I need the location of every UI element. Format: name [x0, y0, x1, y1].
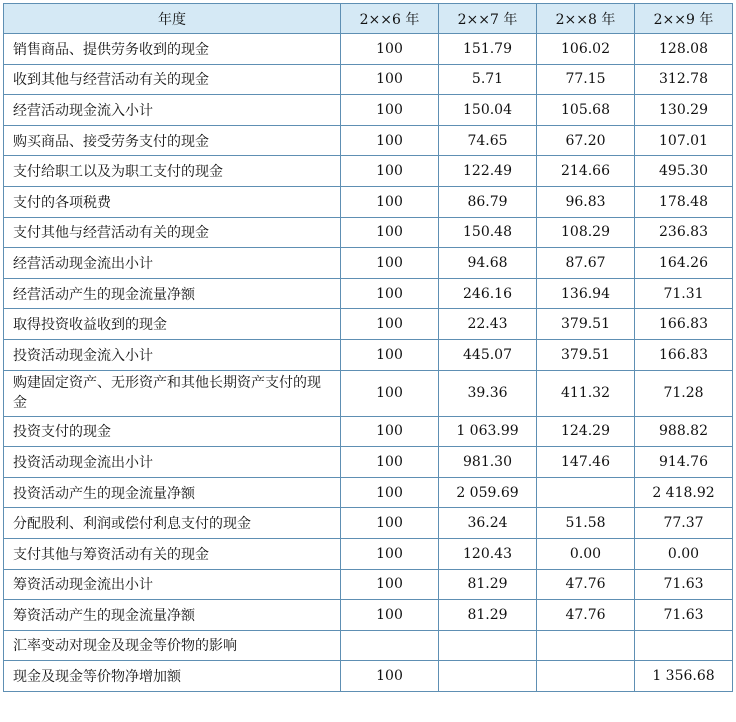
- row-value-cell: 379.51: [537, 309, 635, 340]
- row-value-cell: [537, 477, 635, 508]
- row-value-cell: 445.07: [439, 339, 537, 370]
- row-value-cell: 94.68: [439, 248, 537, 279]
- row-value-cell: [341, 630, 439, 661]
- row-item-label: 汇率变动对现金及现金等价物的影响: [4, 630, 341, 661]
- row-value-cell: 71.28: [635, 370, 733, 416]
- header-year: 2××9 年: [635, 4, 733, 34]
- row-value-cell: 22.43: [439, 309, 537, 340]
- header-item-label: 年度: [4, 4, 341, 34]
- row-item-label: 投资支付的现金: [4, 416, 341, 447]
- row-value-cell: 100: [341, 95, 439, 126]
- header-row: [4, 4, 733, 34]
- row-value-cell: 100: [341, 416, 439, 447]
- table-row: [4, 630, 733, 661]
- row-value-cell: 100: [341, 217, 439, 248]
- row-value-cell: 130.29: [635, 95, 733, 126]
- row-value-cell: 150.04: [439, 95, 537, 126]
- row-value-cell: 100: [341, 538, 439, 569]
- row-item-label: 经营活动产生的现金流量净额: [4, 278, 341, 309]
- row-value-cell: 214.66: [537, 156, 635, 187]
- row-value-cell: 914.76: [635, 447, 733, 478]
- table-row: [4, 125, 733, 156]
- row-value-cell: 411.32: [537, 370, 635, 416]
- row-value-cell: 100: [341, 156, 439, 187]
- cash-flow-index-table: [3, 3, 733, 692]
- table-row: [4, 538, 733, 569]
- row-item-label: 现金及现金等价物净增加额: [4, 661, 341, 692]
- row-value-cell: 166.83: [635, 309, 733, 340]
- row-value-cell: 100: [341, 447, 439, 478]
- table-row: [4, 447, 733, 478]
- row-item-label: 购建固定资产、无形资产和其他长期资产支付的现金: [4, 370, 341, 416]
- row-value-cell: 147.46: [537, 447, 635, 478]
- row-value-cell: 67.20: [537, 125, 635, 156]
- row-value-cell: 1 356.68: [635, 661, 733, 692]
- row-value-cell: [635, 630, 733, 661]
- row-value-cell: 150.48: [439, 217, 537, 248]
- row-value-cell: 151.79: [439, 34, 537, 65]
- row-value-cell: 86.79: [439, 186, 537, 217]
- header-year: 2××6 年: [341, 4, 439, 34]
- row-value-cell: 164.26: [635, 248, 733, 279]
- table-row: [4, 217, 733, 248]
- header-year: 2××7 年: [439, 4, 537, 34]
- row-value-cell: 166.83: [635, 339, 733, 370]
- row-value-cell: 122.49: [439, 156, 537, 187]
- row-value-cell: 81.29: [439, 600, 537, 631]
- row-value-cell: 51.58: [537, 508, 635, 539]
- row-value-cell: 96.83: [537, 186, 635, 217]
- table-row: [4, 416, 733, 447]
- row-value-cell: 124.29: [537, 416, 635, 447]
- row-value-cell: 120.43: [439, 538, 537, 569]
- table-row: [4, 156, 733, 187]
- header-year: 2××8 年: [537, 4, 635, 34]
- row-value-cell: 107.01: [635, 125, 733, 156]
- row-value-cell: 100: [341, 34, 439, 65]
- row-value-cell: 106.02: [537, 34, 635, 65]
- row-item-label: 支付其他与筹资活动有关的现金: [4, 538, 341, 569]
- row-value-cell: 71.63: [635, 569, 733, 600]
- row-item-label: 分配股利、利润或偿付利息支付的现金: [4, 508, 341, 539]
- row-item-label: 投资活动产生的现金流量净额: [4, 477, 341, 508]
- row-value-cell: 312.78: [635, 64, 733, 95]
- row-value-cell: 47.76: [537, 600, 635, 631]
- row-item-label: 筹资活动产生的现金流量净额: [4, 600, 341, 631]
- row-value-cell: 128.08: [635, 34, 733, 65]
- table-body: [4, 34, 733, 692]
- row-value-cell: 100: [341, 370, 439, 416]
- row-value-cell: 100: [341, 508, 439, 539]
- row-value-cell: 74.65: [439, 125, 537, 156]
- row-value-cell: 87.67: [537, 248, 635, 279]
- row-value-cell: 108.29: [537, 217, 635, 248]
- table-row: [4, 34, 733, 65]
- row-value-cell: 1 063.99: [439, 416, 537, 447]
- row-value-cell: 0.00: [537, 538, 635, 569]
- row-value-cell: 2 059.69: [439, 477, 537, 508]
- row-value-cell: 981.30: [439, 447, 537, 478]
- row-value-cell: 100: [341, 186, 439, 217]
- table-row: [4, 661, 733, 692]
- table-row: [4, 508, 733, 539]
- row-value-cell: 100: [341, 661, 439, 692]
- table-row: [4, 600, 733, 631]
- row-item-label: 取得投资收益收到的现金: [4, 309, 341, 340]
- row-item-label: 经营活动现金流入小计: [4, 95, 341, 126]
- row-value-cell: 105.68: [537, 95, 635, 126]
- row-value-cell: 100: [341, 309, 439, 340]
- table-row: [4, 186, 733, 217]
- row-value-cell: 36.24: [439, 508, 537, 539]
- row-value-cell: 100: [341, 278, 439, 309]
- row-value-cell: 77.15: [537, 64, 635, 95]
- row-item-label: 投资活动现金流出小计: [4, 447, 341, 478]
- row-value-cell: 39.36: [439, 370, 537, 416]
- row-value-cell: 100: [341, 569, 439, 600]
- row-value-cell: [439, 661, 537, 692]
- row-value-cell: 100: [341, 600, 439, 631]
- row-value-cell: 246.16: [439, 278, 537, 309]
- row-item-label: 支付的各项税费: [4, 186, 341, 217]
- row-value-cell: 100: [341, 248, 439, 279]
- row-item-label: 支付其他与经营活动有关的现金: [4, 217, 341, 248]
- row-value-cell: 178.48: [635, 186, 733, 217]
- table-row: [4, 95, 733, 126]
- row-value-cell: [439, 630, 537, 661]
- row-value-cell: 988.82: [635, 416, 733, 447]
- row-value-cell: 0.00: [635, 538, 733, 569]
- row-value-cell: 71.63: [635, 600, 733, 631]
- row-value-cell: 5.71: [439, 64, 537, 95]
- table-row: [4, 477, 733, 508]
- row-value-cell: 47.76: [537, 569, 635, 600]
- row-value-cell: 100: [341, 125, 439, 156]
- row-value-cell: 77.37: [635, 508, 733, 539]
- row-value-cell: 71.31: [635, 278, 733, 309]
- row-value-cell: 100: [341, 339, 439, 370]
- row-item-label: 筹资活动现金流出小计: [4, 569, 341, 600]
- row-value-cell: 100: [341, 477, 439, 508]
- table-row: [4, 370, 733, 416]
- row-item-label: 购买商品、接受劳务支付的现金: [4, 125, 341, 156]
- table-row: [4, 309, 733, 340]
- table-row: [4, 569, 733, 600]
- row-value-cell: 236.83: [635, 217, 733, 248]
- row-value-cell: [537, 630, 635, 661]
- table-row: [4, 248, 733, 279]
- row-item-label: 投资活动现金流入小计: [4, 339, 341, 370]
- row-value-cell: 495.30: [635, 156, 733, 187]
- table-row: [4, 64, 733, 95]
- row-value-cell: [537, 661, 635, 692]
- row-value-cell: 136.94: [537, 278, 635, 309]
- table-row: [4, 278, 733, 309]
- row-item-label: 收到其他与经营活动有关的现金: [4, 64, 341, 95]
- row-item-label: 销售商品、提供劳务收到的现金: [4, 34, 341, 65]
- row-value-cell: 81.29: [439, 569, 537, 600]
- row-value-cell: 379.51: [537, 339, 635, 370]
- row-value-cell: 2 418.92: [635, 477, 733, 508]
- table-header: [4, 4, 733, 34]
- table-row: [4, 339, 733, 370]
- row-item-label: 支付给职工以及为职工支付的现金: [4, 156, 341, 187]
- row-item-label: 经营活动现金流出小计: [4, 248, 341, 279]
- row-value-cell: 100: [341, 64, 439, 95]
